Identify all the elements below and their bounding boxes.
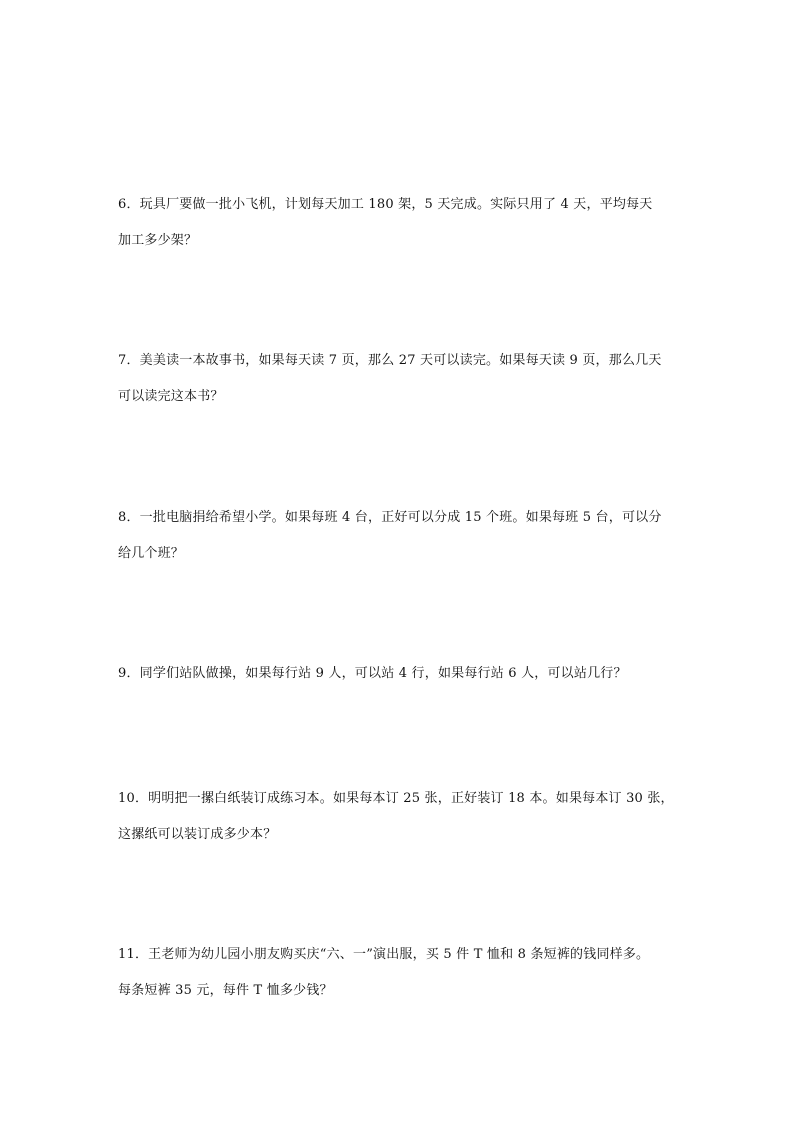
problem-10-line-1: 10．明明把一摞白纸装订成练习本。如果每本订 25 张，正好装订 18 本。如果每本订 30 张，	[118, 791, 674, 806]
problem-6-line-2: 加工多少架？	[118, 233, 198, 248]
problem-11-line-2: 每条短裤 35 元，每件 T 恤多少钱？	[118, 983, 333, 998]
problem-7	[118, 353, 688, 404]
problem-11	[118, 947, 688, 998]
problem-8-line-1: 8．一批电脑捐给希望小学。如果每班 4 台，正好可以分成 15 个班。如果每班 5 台，可以分	[118, 510, 662, 525]
problem-9	[118, 666, 688, 681]
problem-9-line-1: 9．同学们站队做操，如果每行站 9 人，可以站 4 行，如果每行站 6 人，可以站几行？	[118, 666, 627, 681]
problem-8	[118, 510, 688, 561]
problem-7-line-1: 7．美美读一本故事书，如果每天读 7 页，那么 27 天可以读完。如果每天读 9 页，那么几天	[118, 353, 662, 368]
problem-10-line-2: 这摞纸可以装订成多少本？	[118, 827, 277, 842]
problem-11-line-1: 11．王老师为幼儿园小朋友购买庆“六、一”演出服，买 5 件 T 恤和 8 条短裤的钱同样多。	[118, 947, 650, 962]
problem-7-line-2: 可以读完这本书？	[118, 389, 224, 404]
problem-6	[118, 197, 688, 248]
problem-8-line-2: 给几个班？	[118, 546, 185, 561]
problem-6-line-1: 6．玩具厂要做一批小飞机，计划每天加工 180 架，5 天完成。实际只用了 4 天，平均每天	[118, 197, 653, 212]
problem-10	[118, 791, 688, 842]
